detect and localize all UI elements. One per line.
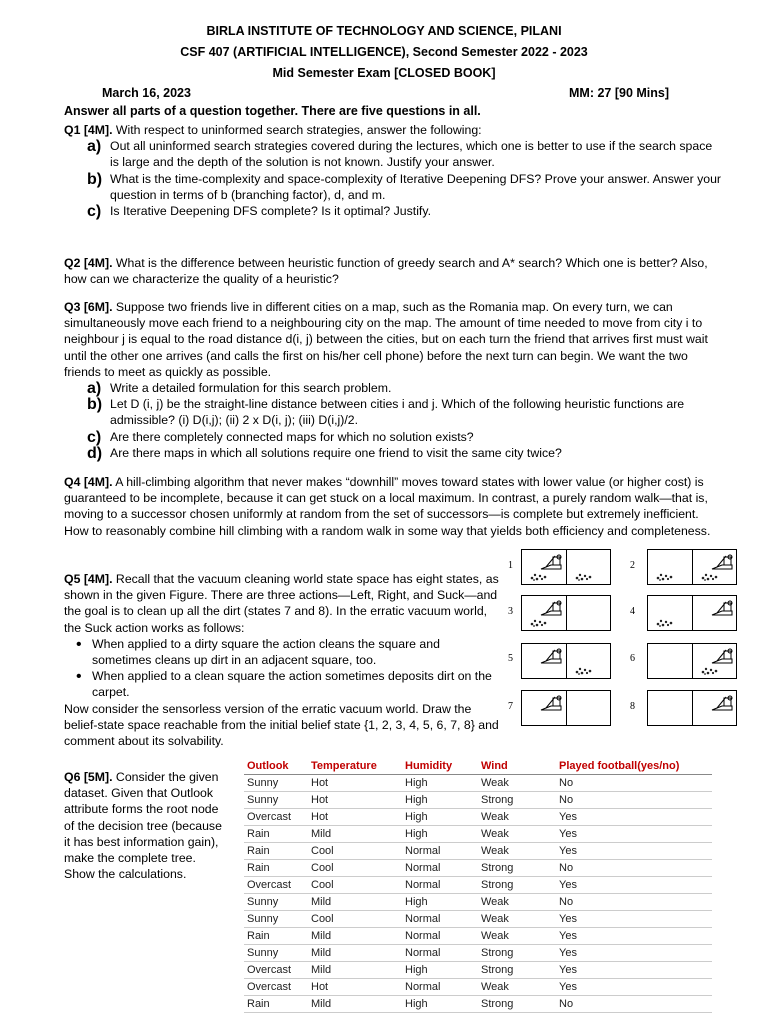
table-cell: Hot: [308, 809, 402, 826]
table-cell: Cool: [308, 877, 402, 894]
table-cell: Hot: [308, 792, 402, 809]
table-cell: Weak: [478, 928, 556, 945]
table-cell: Overcast: [244, 962, 308, 979]
table-row: [244, 945, 712, 962]
q1-label: Q1 [4M].: [64, 123, 113, 137]
table-row: [244, 843, 712, 860]
vacuum-icon: [540, 600, 562, 616]
right-square: [692, 550, 737, 584]
dirt-icon: [530, 619, 548, 627]
q4-text: A hill-climbing algorithm that never makes “downhill” moves toward states with lower value (or higher cost) is guaranteed to be incomplete, because it can get stuck on a local maximum. In contrast, a purely random walk—that is, moving to a successor chosen uniformly at random from the set of successors—is complete but extremely inefficient. How to reasonably combine hill climbing with a random walk in some way that yields both efficiency and completeness.: [64, 475, 711, 538]
q5-bullet-1: • When applied to a dirty square the action cleans the square and sometimes cleans up dirt in an adjacent square, too.: [76, 635, 440, 668]
left-square: [648, 596, 692, 630]
dirt-icon: [701, 667, 719, 675]
question-6: [64, 769, 230, 882]
table-cell: High: [402, 809, 478, 826]
state-number: 7: [508, 701, 513, 712]
state-1: [521, 549, 611, 585]
table-cell: Mild: [308, 962, 402, 979]
course-title: CSF 407 (ARTIFICIAL INTELLIGENCE), Second Semester 2022 - 2023: [180, 45, 588, 59]
table-row: [244, 962, 712, 979]
table-row: [244, 775, 712, 792]
table-cell: Cool: [308, 860, 402, 877]
q1-text: With respect to uninformed search strategies, answer the following:: [112, 123, 482, 137]
table-cell: High: [402, 775, 478, 792]
question-1: [64, 122, 724, 219]
right-square: [692, 596, 737, 630]
table-cell: Strong: [478, 860, 556, 877]
state-3: [521, 595, 611, 631]
table-cell: Overcast: [244, 809, 308, 826]
vacuum-icon: [540, 648, 562, 664]
vacuum-icon: [711, 554, 733, 570]
table-cell: Cool: [308, 843, 402, 860]
question-5: [64, 571, 500, 749]
table-cell: Weak: [478, 911, 556, 928]
table-cell: Weak: [478, 826, 556, 843]
table-cell: Sunny: [244, 894, 308, 911]
state-5: [521, 643, 611, 679]
table-cell: Cool: [308, 911, 402, 928]
table-cell: Yes: [556, 843, 712, 860]
table-row: [244, 996, 712, 1013]
state-4: [647, 595, 737, 631]
table-cell: Normal: [402, 945, 478, 962]
col-temperature: Temperature: [308, 758, 402, 775]
table-cell: Rain: [244, 826, 308, 843]
table-cell: Sunny: [244, 792, 308, 809]
table-cell: Rain: [244, 860, 308, 877]
table-cell: Rain: [244, 928, 308, 945]
table-row: [244, 860, 712, 877]
q6-label: Q6 [5M].: [64, 770, 113, 784]
table-cell: Yes: [556, 928, 712, 945]
table-cell: Normal: [402, 979, 478, 996]
q3-text: Suppose two friends live in different cities on a map, such as the Romania map. On every turn, we can simultaneously move each friend to a neighbouring city on the map. The amount of time needed to move from city i to neighbour j is equal to the road distance d(i, j) between the cities, but on each turn the friend that arrives first must wait until the other one arrives (and calls the first on his/her cell phone) before the next turn can begin. We want the two friends to meet as quickly as possible.: [64, 300, 708, 379]
vacuum-icon: [711, 695, 733, 711]
left-square: [522, 691, 566, 725]
q2-text: What is the difference between heuristic function of greedy search and A* search? Which one is better? Also, how can we characterize the quality of a heuristic?: [64, 256, 708, 287]
table-cell: No: [556, 894, 712, 911]
table-cell: Strong: [478, 792, 556, 809]
state-number: 6: [630, 653, 635, 664]
table-cell: Hot: [308, 979, 402, 996]
table-cell: Yes: [556, 809, 712, 826]
question-2: [64, 255, 724, 287]
dirt-icon: [656, 619, 674, 627]
vacuum-icon: [540, 695, 562, 711]
table-cell: Normal: [402, 911, 478, 928]
table-cell: Normal: [402, 877, 478, 894]
table-row: [244, 809, 712, 826]
left-square: [522, 644, 566, 678]
dirt-icon: [575, 573, 593, 581]
table-row: [244, 826, 712, 843]
table-cell: Yes: [556, 979, 712, 996]
table-cell: No: [556, 775, 712, 792]
table-cell: Sunny: [244, 775, 308, 792]
table-cell: Strong: [478, 962, 556, 979]
table-cell: Mild: [308, 928, 402, 945]
state-number: 1: [508, 560, 513, 571]
table-cell: High: [402, 962, 478, 979]
table-cell: Rain: [244, 996, 308, 1013]
exam-title: Mid Semester Exam [CLOSED BOOK]: [272, 66, 496, 80]
table-cell: Rain: [244, 843, 308, 860]
table-cell: Yes: [556, 911, 712, 928]
table-cell: Normal: [402, 860, 478, 877]
table-cell: No: [556, 860, 712, 877]
left-square: [648, 644, 692, 678]
table-cell: Yes: [556, 945, 712, 962]
right-square: [566, 596, 611, 630]
table-cell: Normal: [402, 843, 478, 860]
table-cell: Overcast: [244, 979, 308, 996]
state-number: 3: [508, 606, 513, 617]
vacuum-icon: [540, 554, 562, 570]
instruction: Answer all parts of a question together. There are five questions in all.: [64, 104, 481, 118]
left-square: [522, 550, 566, 584]
state-2: [647, 549, 737, 585]
vacuum-icon: [711, 600, 733, 616]
table-cell: No: [556, 996, 712, 1013]
table-cell: High: [402, 792, 478, 809]
col-wind: Wind: [478, 758, 556, 775]
table-cell: Weak: [478, 979, 556, 996]
table-cell: High: [402, 826, 478, 843]
table-row: [244, 894, 712, 911]
table-cell: Normal: [402, 928, 478, 945]
table-cell: Yes: [556, 962, 712, 979]
left-square: [648, 691, 692, 725]
table-cell: High: [402, 894, 478, 911]
table-row: [244, 928, 712, 945]
table-cell: Weak: [478, 775, 556, 792]
table-cell: High: [402, 996, 478, 1013]
col-played: Played football(yes/no): [556, 758, 712, 775]
right-square: [692, 691, 737, 725]
q4-label: Q4 [4M].: [64, 475, 113, 489]
state-6: [647, 643, 737, 679]
table-cell: No: [556, 792, 712, 809]
table-row: [244, 911, 712, 928]
right-square: [566, 691, 611, 725]
table-cell: Sunny: [244, 911, 308, 928]
table-cell: Yes: [556, 877, 712, 894]
table-header-row: [244, 758, 712, 775]
state-number: 8: [630, 701, 635, 712]
vacuum-icon: [711, 648, 733, 664]
q3-part-a: a) Write a detailed formulation for this search problem.: [87, 380, 392, 398]
table-cell: Mild: [308, 826, 402, 843]
table-row: [244, 877, 712, 894]
right-square: [566, 644, 611, 678]
table-cell: Strong: [478, 877, 556, 894]
table-cell: Weak: [478, 809, 556, 826]
question-3: [64, 299, 724, 461]
q5-closing: Now consider the sensorless version of the erratic vacuum world. Draw the belief-state space reachable from the initial belief state {1, 2, 3, 4, 5, 6, 7, 8} and comment about its solvability.: [64, 701, 499, 749]
right-square: [566, 550, 611, 584]
institute-title: BIRLA INSTITUTE OF TECHNOLOGY AND SCIENCE, PILANI: [206, 24, 562, 38]
left-square: [522, 596, 566, 630]
exam-date: March 16, 2023: [102, 86, 191, 100]
state-7: [521, 690, 611, 726]
q5-label: Q5 [4M].: [64, 572, 113, 586]
q5-text: Recall that the vacuum cleaning world state space has eight states, as shown in the given Figure. There are three actions—Left, Right, and Suck—and the goal is to clean up all the dirt (states 7 and 8). In the erratic vacuum world, the Suck action works as follows:: [64, 572, 499, 635]
table-cell: Sunny: [244, 945, 308, 962]
col-humidity: Humidity: [402, 758, 478, 775]
state-number: 4: [630, 606, 635, 617]
q1-part-b: b) What is the time-complexity and space-complexity of Iterative Deepening DFS? Prove your answer. Answer your question in terms of b (branching factor), d, and m.: [87, 170, 722, 202]
table-cell: Overcast: [244, 877, 308, 894]
table-cell: Strong: [478, 996, 556, 1013]
state-8: [647, 690, 737, 726]
table-cell: Weak: [478, 894, 556, 911]
table-row: [244, 979, 712, 996]
table-cell: Weak: [478, 843, 556, 860]
q3-label: Q3 [6M].: [64, 300, 113, 314]
table-cell: Mild: [308, 894, 402, 911]
table-cell: Yes: [556, 826, 712, 843]
q5-bullet-2: • When applied to a clean square the action sometimes deposits dirt on the carpet.: [76, 668, 492, 700]
col-outlook: Outlook: [244, 758, 308, 775]
state-number: 5: [508, 653, 513, 664]
q1-part-c: c) Is Iterative Deepening DFS complete? Is it optimal? Justify.: [87, 203, 431, 221]
right-square: [692, 644, 737, 678]
dirt-icon: [656, 573, 674, 581]
q3-part-c: c) Are there completely connected maps for which no solution exists?: [87, 428, 474, 446]
dirt-icon: [575, 667, 593, 675]
state-number: 2: [630, 560, 635, 571]
max-marks: MM: 27 [90 Mins]: [569, 86, 670, 100]
table-cell: Hot: [308, 775, 402, 792]
question-4: [64, 474, 724, 539]
table-cell: Strong: [478, 945, 556, 962]
q6-text: Consider the given dataset. Given that Outlook attribute forms the root node of the decision tree (because it has best information gain), make the complete tree. Show the calculations.: [64, 770, 222, 882]
dirt-icon: [701, 573, 719, 581]
q3-part-b: b) Let D (i, j) be the straight-line distance between cities i and j. Which of the following heuristic functions are admissible? (i) D(i,j); (ii) 2 x D(i, j); (iii) D(i,j)/2.: [87, 396, 685, 428]
football-dataset-table: [244, 758, 712, 1013]
table-cell: Mild: [308, 945, 402, 962]
left-square: [648, 550, 692, 584]
table-cell: Mild: [308, 996, 402, 1013]
dirt-icon: [530, 573, 548, 581]
table-row: [244, 792, 712, 809]
q1-part-a: a) Out all uninformed search strategies covered during the lectures, which one is better to use if the search space is large and the depth of the solution is not known. Justify your answer.: [87, 138, 713, 170]
q3-part-d: d) Are there maps in which all solutions require one friend to visit the same city twice?: [87, 444, 562, 462]
q2-label: Q2 [4M].: [64, 256, 113, 270]
